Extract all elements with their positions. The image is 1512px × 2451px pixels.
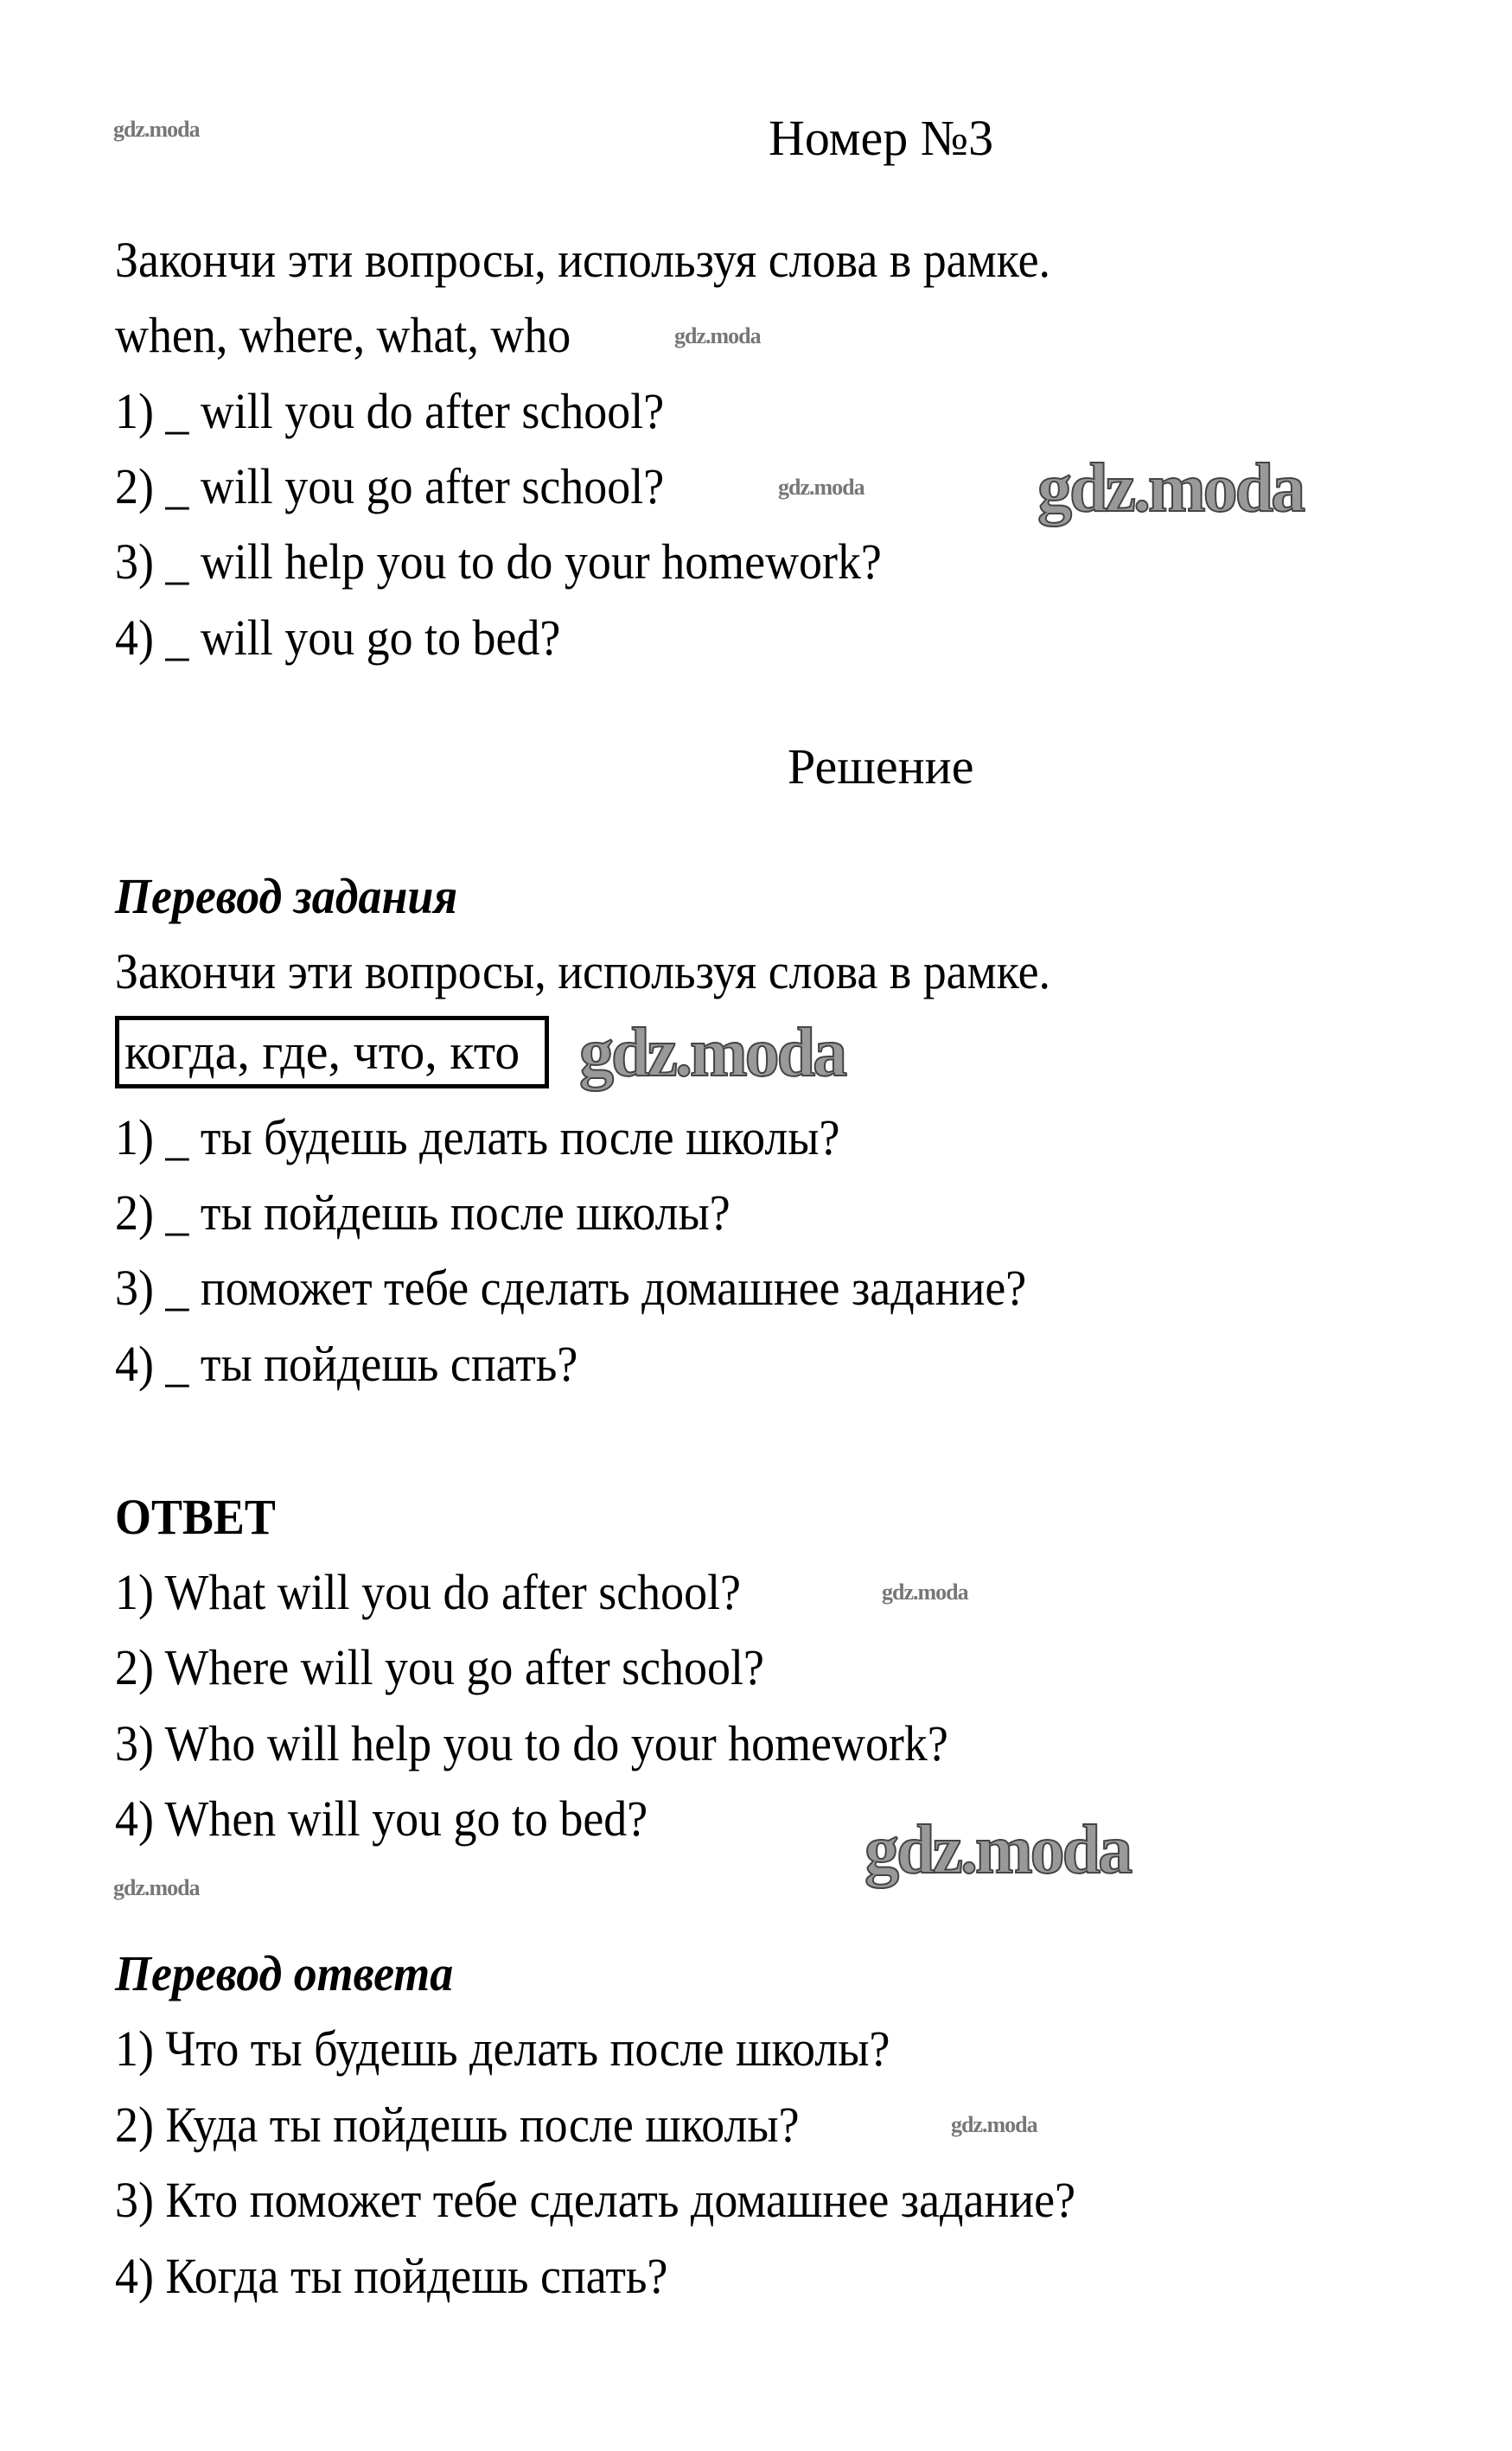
answer-translation-heading: Перевод ответа xyxy=(115,1945,454,2001)
task-words: when, where, what, who xyxy=(115,307,571,363)
answer-heading: ОТВЕТ xyxy=(115,1489,276,1545)
watermark-small: gdz.moda xyxy=(113,1875,200,1900)
translation-item: 4) _ ты пойдешь спать? xyxy=(115,1336,578,1392)
watermark-small: gdz.moda xyxy=(882,1580,968,1605)
answer-item: 4) When will you go to bed? xyxy=(115,1790,648,1847)
answer-translation-item: 3) Кто поможет тебе сделать домашнее задание? xyxy=(115,2172,1076,2228)
page-title: Номер №3 xyxy=(769,110,994,166)
task-instruction: Закончи эти вопросы, используя слова в рамке. xyxy=(115,232,1051,288)
translation-heading: Перевод задания xyxy=(115,868,458,924)
translation-item: 2) _ ты пойдешь после школы? xyxy=(115,1184,730,1241)
answer-item: 2) Where will you go after school? xyxy=(115,1639,764,1695)
translation-item: 3) _ поможет тебе сделать домашнее задание? xyxy=(115,1260,1027,1316)
task-item: 2) _ will you go after school? xyxy=(115,458,665,514)
answer-translation-item: 4) Когда ты пойдешь спать? xyxy=(115,2248,668,2304)
task-item: 1) _ will you do after school? xyxy=(115,383,665,439)
word-box: когда, где, что, кто xyxy=(115,1016,549,1088)
watermark-large: gdz.moda xyxy=(1037,450,1304,527)
answer-item: 1) What will you do after school? xyxy=(115,1564,742,1620)
answer-translation-item: 1) Что ты будешь делать после школы? xyxy=(115,2020,890,2077)
watermark-large: gdz.moda xyxy=(864,1812,1131,1888)
watermark-small: gdz.moda xyxy=(674,323,761,348)
task-item: 3) _ will help you to do your homework? xyxy=(115,533,882,590)
translation-instruction: Закончи эти вопросы, используя слова в рамке. xyxy=(115,943,1051,999)
watermark-large: gdz.moda xyxy=(579,1015,845,1091)
translation-item: 1) _ ты будешь делать после школы? xyxy=(115,1109,840,1165)
answer-translation-item: 2) Куда ты пойдешь после школы? xyxy=(115,2097,800,2153)
watermark-small: gdz.moda xyxy=(113,117,200,142)
solution-heading: Решение xyxy=(788,738,974,795)
watermark-small: gdz.moda xyxy=(951,2112,1037,2137)
task-item: 4) _ will you go to bed? xyxy=(115,610,561,666)
watermark-small: gdz.moda xyxy=(778,475,864,500)
answer-item: 3) Who will help you to do your homework? xyxy=(115,1715,948,1771)
